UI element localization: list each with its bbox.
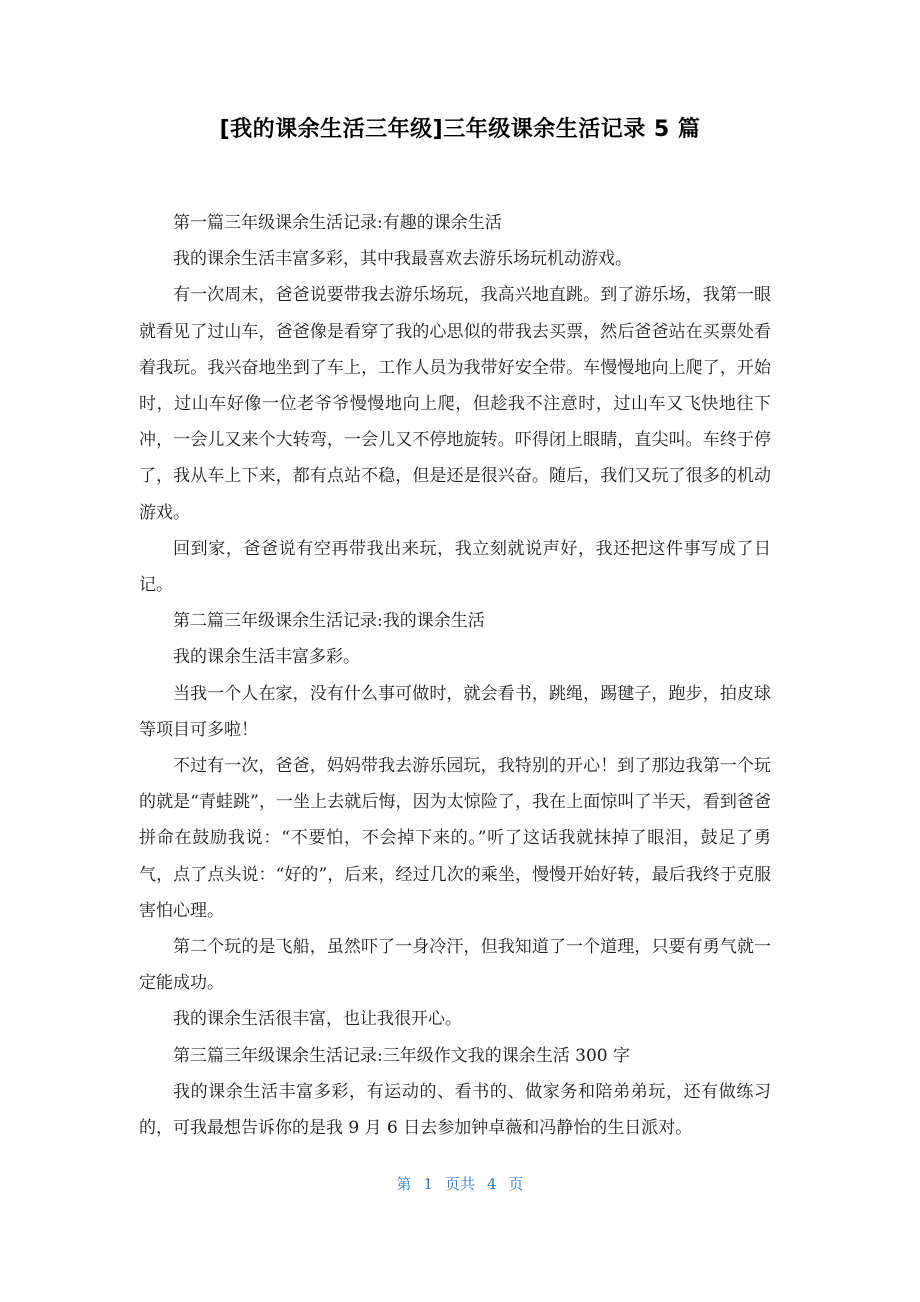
- paragraph: 我的课余生活丰富多彩。: [173, 647, 360, 668]
- footer-label-of: 页共: [444, 1175, 475, 1193]
- paragraph: 我的课余生活很丰富，也让我很开心。: [173, 1009, 462, 1030]
- paragraph: 回到家，爸爸说有空再带我出来玩，我立刻就说声好，我还把这件事写成了日记。: [139, 538, 771, 596]
- paragraph: 有一次周末，爸爸说要带我去游乐场玩，我高兴地直跳。到了游乐场，我第一眼就看见了过山车，爸爸像是看穿了我的心思似的带我去买票，然后爸爸站在买票处看着我玩。我兴奋地坐到了车上，工作人员为我带好安全带。车慢慢地向上爬了，开始时，过山车好像一位老爷爷慢慢地向上爬，但趁我不注意时，过山车又飞快地往下冲，一会儿又来个大转弯，一会儿又不停地旋转。吓得闭上眼睛，直尖叫。车终于停了，我从车上下来，都有点站不稳，但是还是很兴奋。随后，我们又玩了很多的机动游戏。: [139, 285, 771, 523]
- footer-current-page: 1: [423, 1175, 433, 1193]
- paragraph: 不过有一次，爸爸，妈妈带我去游乐园玩，我特别的开心！到了那边我第一个玩的就是“青蛙跳”，一坐上去就后悔，因为太惊险了，我在上面惊叫了半天，看到爸爸拼命在鼓励我说：“不要怕，不会掉下来的。”听了这话我就抹掉了眼泪，鼓足了勇气，点了点头说：“好的”，后来，经过几次的乘坐，慢慢开始好转，最后我终于克服害怕心理。: [139, 756, 771, 921]
- paragraph: 当我一个人在家，没有什么事可做时，就会看书，跳绳，踢毽子，跑步，拍皮球等项目可多啦！: [139, 683, 771, 740]
- page-footer: [0, 1172, 920, 1196]
- paragraph: 第二个玩的是飞船，虽然吓了一身冷汗，但我知道了一个道理，只要有勇气就一定能成功。: [139, 937, 771, 994]
- paragraph: 第三篇三年级课余生活记录:三年级作文我的课余生活 300 字: [173, 1045, 630, 1066]
- document-body: [139, 205, 771, 1146]
- footer-total-pages: 4: [487, 1175, 497, 1193]
- footer-label-pages: 页: [508, 1175, 524, 1193]
- paragraph: 第一篇三年级课余生活记录:有趣的课余生活: [173, 213, 502, 233]
- footer-label-page: 第: [396, 1175, 412, 1193]
- paragraph: 我的课余生活丰富多彩，有运动的、看书的、做家务和陪弟弟玩，还有做练习的，可我最想告诉你的是我 9 月 6 日去参加钟卓薇和冯静怡的生日派对。: [139, 1081, 771, 1139]
- document-title: [我的课余生活三年级]三年级课余生活记录 5 篇: [219, 117, 701, 142]
- paragraph: 第二篇三年级课余生活记录:我的课余生活: [173, 611, 485, 632]
- paragraph: 我的课余生活丰富多彩，其中我最喜欢去游乐场玩机动游戏。: [173, 249, 632, 270]
